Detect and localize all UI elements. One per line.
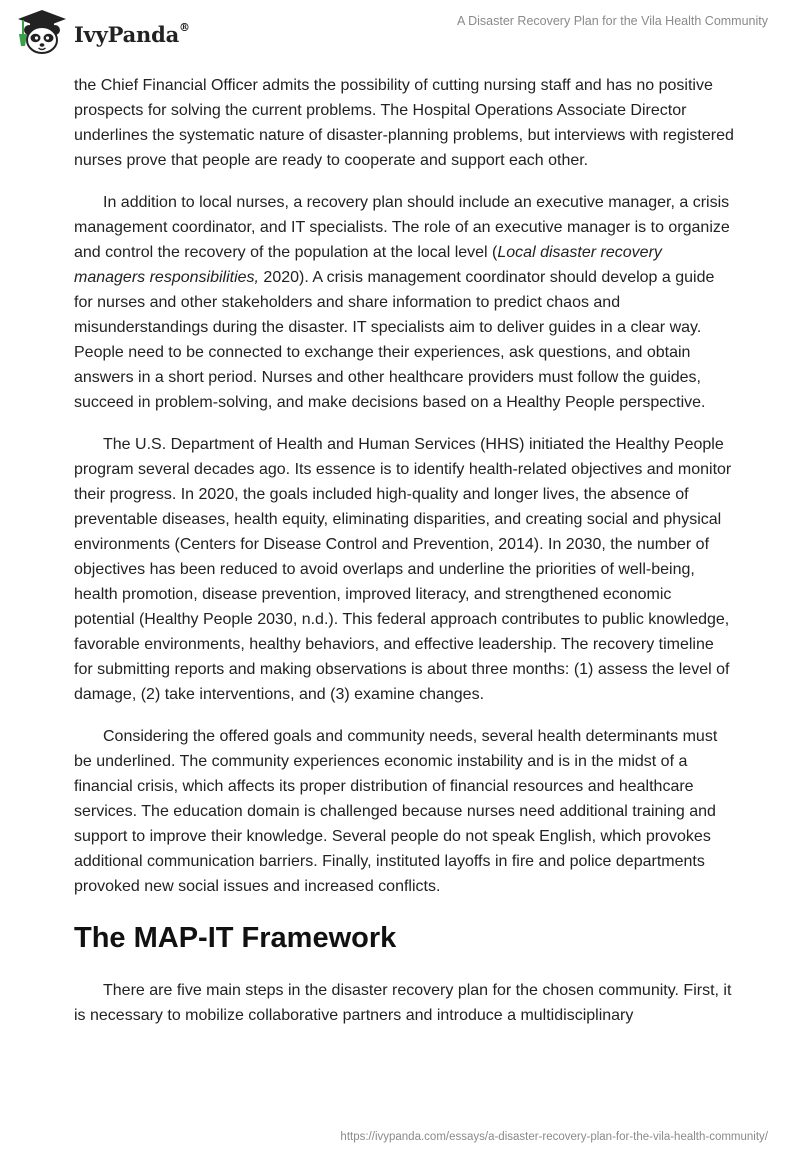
paragraph-2-citation-title: Local disaster recovery managers responsibilities, bbox=[74, 244, 662, 286]
page-header bbox=[0, 0, 800, 70]
section-heading: The MAP-IT Framework bbox=[74, 922, 397, 954]
registered-mark: ® bbox=[179, 20, 190, 34]
paragraph-5: There are five main steps in the disaster recovery plan for the chosen community. First, it is necessary to mobilize collaborative partners and introduce a multidisciplinary bbox=[74, 982, 732, 1024]
source-url[interactable]: https://ivypanda.com/essays/a-disaster-recovery-plan-for-the-vila-health-community/ bbox=[340, 1131, 768, 1143]
document-title: A Disaster Recovery Plan for the Vila Health Community bbox=[456, 14, 768, 28]
paragraph-3: The U.S. Department of Health and Human Services (HHS) initiated the Healthy People program several decades ago. Its essence is to identify health-related objectives and monitor their progress. In 2020, the goals included high-quality and longer lives, the absence of preventable diseases, health equity, eliminating disparities, and creating social and physical environments (Centers for Disease Control and Prevention, 2014). In 2030, the number of objectives has been reduced to avoid overlaps and underline the priorities of well-being, health promotion, disease prevention, improved literacy, and strengthened economic potential (Healthy People 2030, n.d.). This federal approach contributes to public knowledge, favorable environments, healthy behaviors, and effective leadership. The recovery timeline for submitting reports and making observations is about three months: (1) assess the level of damage, (2) take interventions, and (3) examine changes. bbox=[74, 436, 732, 703]
paragraph-2 bbox=[74, 190, 734, 415]
brand-name: IvyPanda® bbox=[74, 20, 190, 47]
document-body bbox=[74, 73, 734, 1045]
paragraph-4: Considering the offered goals and community needs, several health determinants must be underlined. The community experiences economic instability and is in the midst of a financial crisis, which affects its proper distribution of financial resources and healthcare services. The education domain is challenged because nurses need additional training and support to improve their knowledge. Several people do not speak English, which provokes additional communication barriers. Finally, instituted layoffs in fire and police departments provoked new social issues and increased conflicts. bbox=[74, 728, 718, 895]
ivypanda-logo[interactable] bbox=[14, 8, 190, 58]
paragraph-2-text-end: 2020). A crisis management coordinator should develop a guide for nurses and other stakeholders and share information to predict chaos and misunderstandings during the disaster. IT specialists aim to deliver guides in a clear way. People need to be connected to exchange their experiences, ask questions, and obtain answers in a short period. Nurses and other healthcare providers must follow the guides, succeed in problem-solving, and make decisions based on a Healthy People perspective. bbox=[74, 269, 715, 411]
paragraph-2-text-start: In addition to local nurses, a recovery plan should include an executive manager, a crisis management coordinator, and IT specialists. The role of an executive manager is to organize and control the recovery of the population at the local level ( bbox=[74, 194, 730, 261]
panda-graduate-icon bbox=[14, 8, 70, 58]
paragraph-1: the Chief Financial Officer admits the possibility of cutting nursing staff and has no positive prospects for solving the current problems. The Hospital Operations Associate Director underlines the systematic nature of disaster-planning problems, but interviews with registered nurses prove that people are ready to cooperate and support each other. bbox=[74, 77, 734, 169]
